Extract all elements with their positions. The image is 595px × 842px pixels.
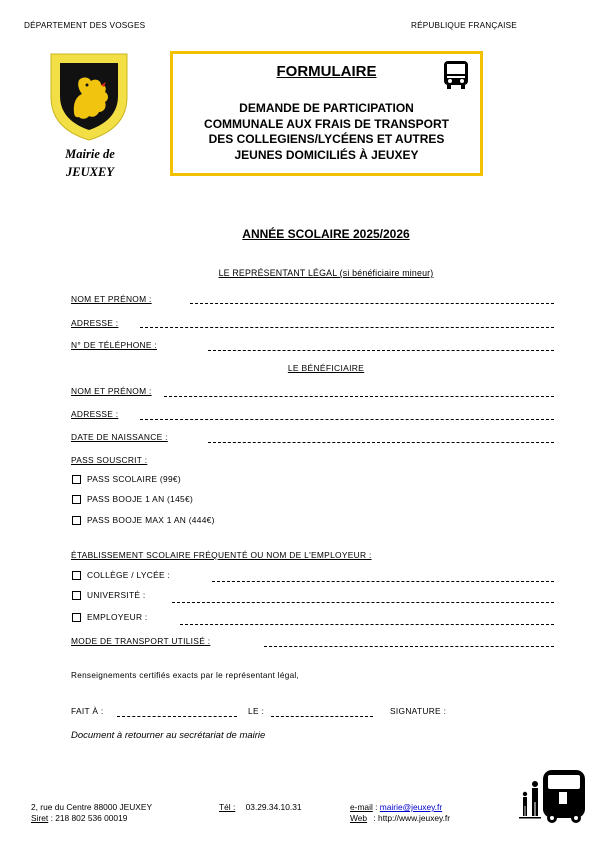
universite-field[interactable] bbox=[172, 602, 554, 603]
lion-crest-icon bbox=[49, 52, 129, 142]
form-title: FORMULAIRE bbox=[276, 63, 377, 80]
ben-address-label: ADRESSE : bbox=[71, 409, 119, 419]
rep-address-label: ADRESSE : bbox=[71, 318, 119, 328]
employeur-field[interactable] bbox=[180, 624, 554, 625]
email-link[interactable]: mairie@jeuxey.fr bbox=[379, 802, 443, 812]
rep-address-field[interactable] bbox=[140, 327, 554, 328]
email-sep: : bbox=[375, 802, 378, 812]
web-link[interactable]: : http://www.jeuxey.fr bbox=[373, 813, 451, 823]
rep-phone-label: N° DE TÉLÉPHONE : bbox=[71, 340, 158, 350]
subtitle-line-1: DEMANDE DE PARTICIPATION bbox=[239, 101, 414, 115]
establishment-option-checkbox[interactable] bbox=[72, 571, 81, 580]
pass-option-checkbox[interactable] bbox=[72, 475, 81, 484]
pass-option-label: PASS SCOLAIRE (99€) bbox=[87, 474, 181, 484]
email-label: e-mail bbox=[350, 802, 373, 812]
rep-phone-field[interactable] bbox=[208, 350, 554, 351]
footer-tel bbox=[219, 802, 302, 812]
establishment-option-label: EMPLOYEUR : bbox=[87, 612, 148, 622]
bus-stop-icon bbox=[519, 766, 585, 824]
ben-address-field[interactable] bbox=[140, 419, 554, 420]
beneficiary-heading: LE BÉNÉFICIAIRE bbox=[287, 363, 365, 373]
return-note: Document à retourner au secrétariat de mairie bbox=[71, 730, 266, 741]
transport-field[interactable] bbox=[264, 646, 554, 647]
establishment-option-checkbox[interactable] bbox=[72, 591, 81, 600]
pass-option-checkbox[interactable] bbox=[72, 516, 81, 525]
certification-text: Renseignements certifiés exacts par le représentant légal, bbox=[71, 671, 300, 680]
tel-value: 03.29.34.10.31 bbox=[245, 802, 302, 812]
pass-label: PASS SOUSCRIT : bbox=[71, 455, 148, 465]
republic-label: RÉPUBLIQUE FRANÇAISE bbox=[411, 21, 517, 30]
establishment-heading: ÉTABLISSEMENT SCOLAIRE FRÉQUENTÉ OU NOM DE L'EMPLOYEUR : bbox=[71, 550, 372, 560]
subtitle-line-3: DES COLLEGIENS/LYCÉENS ET AUTRES bbox=[208, 132, 445, 146]
mairie-town: JEUXEY bbox=[66, 165, 114, 179]
signature-label: SIGNATURE : bbox=[390, 706, 447, 716]
footer-address: 2, rue du Centre 88000 JEUXEY bbox=[31, 802, 153, 812]
subtitle-line-2: COMMUNALE AUX FRAIS DE TRANSPORT bbox=[204, 116, 449, 131]
ben-name-label: NOM ET PRÉNOM : bbox=[71, 386, 152, 396]
bus-icon bbox=[443, 60, 469, 90]
mairie-label: Mairie de bbox=[65, 147, 115, 161]
ben-birth-label: DATE DE NAISSANCE : bbox=[71, 432, 168, 442]
fait-label: FAIT À : bbox=[71, 706, 104, 716]
subtitle-line-4: JEUNES DOMICILIÉS À JEUXEY bbox=[234, 147, 419, 162]
representative-heading: LE REPRÉSENTANT LÉGAL (si bénéficiaire mineur) bbox=[218, 268, 434, 278]
siret-label: Siret bbox=[31, 813, 49, 823]
ben-birth-field[interactable] bbox=[208, 442, 554, 443]
establishment-option-label: UNIVERSITÉ : bbox=[87, 590, 146, 600]
rep-name-label: NOM ET PRÉNOM : bbox=[71, 294, 152, 304]
footer-siret bbox=[31, 813, 127, 823]
pass-option-label: PASS BOOJE MAX 1 AN (444€) bbox=[87, 515, 215, 525]
form-subtitle bbox=[173, 101, 480, 163]
school-year: ANNÉE SCOLAIRE 2025/2026 bbox=[242, 227, 410, 241]
college-lycee-field[interactable] bbox=[212, 581, 554, 582]
footer-web bbox=[350, 813, 450, 823]
establishment-option-label: COLLÈGE / LYCÉE : bbox=[87, 570, 171, 580]
date-field[interactable] bbox=[271, 716, 373, 717]
rep-name-field[interactable] bbox=[190, 303, 554, 304]
pass-option-checkbox[interactable] bbox=[72, 495, 81, 504]
tel-label: Tél : bbox=[219, 802, 236, 812]
ben-name-field[interactable] bbox=[164, 396, 554, 397]
department-label: DÉPARTEMENT DES VOSGES bbox=[24, 21, 146, 30]
title-box bbox=[170, 51, 483, 176]
pass-option-label: PASS BOOJE 1 AN (145€) bbox=[87, 494, 194, 504]
siret-value: : 218 802 536 00019 bbox=[50, 813, 128, 823]
date-label: LE : bbox=[248, 706, 265, 716]
web-label: Web bbox=[350, 813, 368, 823]
footer-email bbox=[350, 802, 442, 812]
establishment-option-checkbox[interactable] bbox=[72, 613, 81, 622]
transport-label: MODE DE TRANSPORT UTILISÉ : bbox=[71, 636, 211, 646]
fait-field[interactable] bbox=[117, 716, 237, 717]
